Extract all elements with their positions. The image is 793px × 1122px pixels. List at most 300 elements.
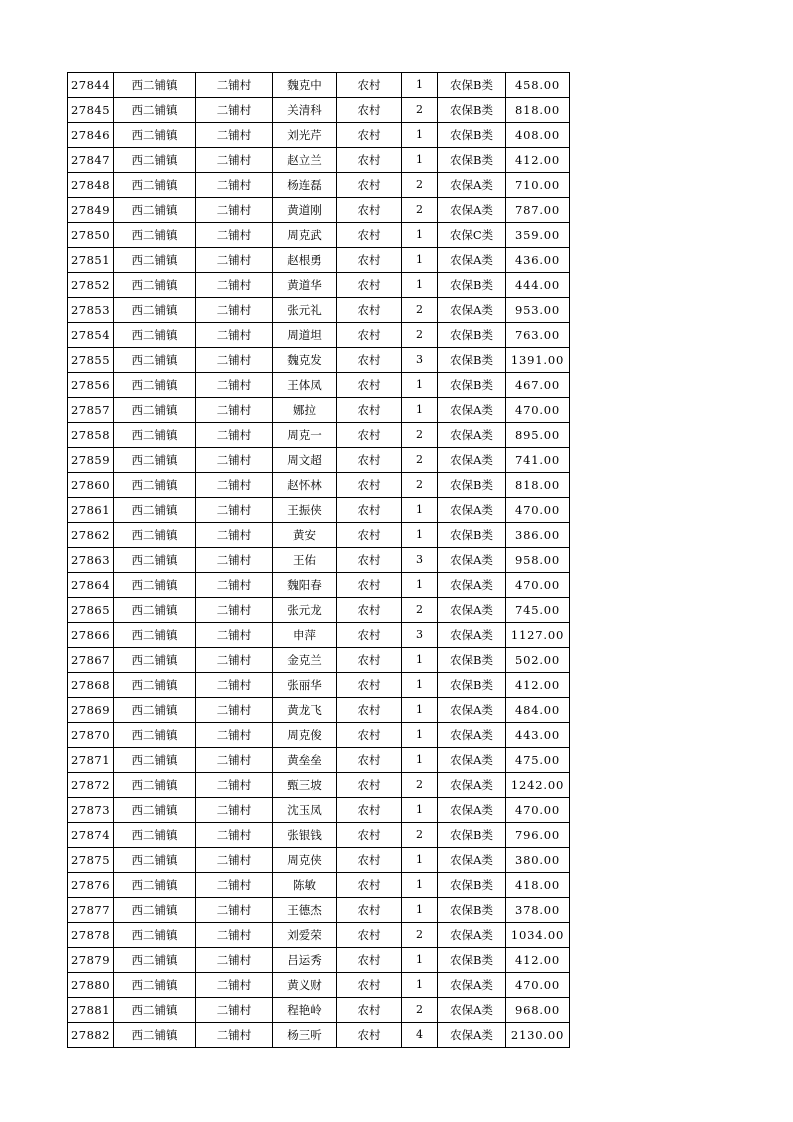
person-name-cell: 黄道华 (273, 273, 337, 298)
amount-cell: 1034.00 (506, 923, 570, 948)
amount-cell: 467.00 (506, 373, 570, 398)
person-name-cell: 申萍 (273, 623, 337, 648)
person-name-cell: 周道坦 (273, 323, 337, 348)
village-cell: 二铺村 (196, 273, 273, 298)
record-id-cell: 27854 (68, 323, 114, 348)
amount-cell: 818.00 (506, 98, 570, 123)
amount-cell: 958.00 (506, 548, 570, 573)
town-cell: 西二铺镇 (114, 673, 196, 698)
table-row (68, 748, 570, 773)
record-id-cell: 27850 (68, 223, 114, 248)
town-cell: 西二铺镇 (114, 298, 196, 323)
person-name-cell: 娜拉 (273, 398, 337, 423)
household-type-cell: 农村 (337, 348, 402, 373)
household-type-cell: 农村 (337, 123, 402, 148)
insurance-category-cell: 农保B类 (438, 673, 506, 698)
person-name-cell: 王体凤 (273, 373, 337, 398)
household-type-cell: 农村 (337, 848, 402, 873)
insurance-category-cell: 农保C类 (438, 223, 506, 248)
person-name-cell: 魏阳春 (273, 573, 337, 598)
household-type-cell: 农村 (337, 748, 402, 773)
table-row (68, 898, 570, 923)
insurance-category-cell: 农保A类 (438, 248, 506, 273)
record-id-cell: 27880 (68, 973, 114, 998)
amount-cell: 470.00 (506, 573, 570, 598)
town-cell: 西二铺镇 (114, 123, 196, 148)
member-count-cell: 2 (402, 598, 438, 623)
village-cell: 二铺村 (196, 873, 273, 898)
amount-cell: 359.00 (506, 223, 570, 248)
amount-cell: 378.00 (506, 898, 570, 923)
village-cell: 二铺村 (196, 448, 273, 473)
table-row (68, 373, 570, 398)
insurance-category-cell: 农保A类 (438, 448, 506, 473)
table-row (68, 848, 570, 873)
record-id-cell: 27865 (68, 598, 114, 623)
village-cell: 二铺村 (196, 823, 273, 848)
village-cell: 二铺村 (196, 223, 273, 248)
town-cell: 西二铺镇 (114, 548, 196, 573)
table-row (68, 473, 570, 498)
table-row (68, 73, 570, 98)
town-cell: 西二铺镇 (114, 73, 196, 98)
village-cell: 二铺村 (196, 923, 273, 948)
village-cell: 二铺村 (196, 148, 273, 173)
table-row (68, 673, 570, 698)
table-row (68, 348, 570, 373)
record-id-cell: 27866 (68, 623, 114, 648)
person-name-cell: 张丽华 (273, 673, 337, 698)
record-id-cell: 27852 (68, 273, 114, 298)
household-type-cell: 农村 (337, 798, 402, 823)
town-cell: 西二铺镇 (114, 323, 196, 348)
village-cell: 二铺村 (196, 598, 273, 623)
town-cell: 西二铺镇 (114, 373, 196, 398)
insurance-category-cell: 农保B类 (438, 373, 506, 398)
insurance-category-cell: 农保B类 (438, 73, 506, 98)
village-cell: 二铺村 (196, 523, 273, 548)
record-id-cell: 27872 (68, 773, 114, 798)
record-id-cell: 27846 (68, 123, 114, 148)
table-row (68, 773, 570, 798)
person-name-cell: 张银钱 (273, 823, 337, 848)
table-row (68, 923, 570, 948)
household-type-cell: 农村 (337, 248, 402, 273)
table-row (68, 548, 570, 573)
insurance-category-cell: 农保A类 (438, 848, 506, 873)
household-type-cell: 农村 (337, 148, 402, 173)
town-cell: 西二铺镇 (114, 573, 196, 598)
amount-cell: 458.00 (506, 73, 570, 98)
record-id-cell: 27847 (68, 148, 114, 173)
member-count-cell: 3 (402, 623, 438, 648)
table-row (68, 98, 570, 123)
person-name-cell: 张元龙 (273, 598, 337, 623)
insurance-category-cell: 农保A类 (438, 498, 506, 523)
table-row (68, 573, 570, 598)
insurance-category-cell: 农保A类 (438, 1023, 506, 1048)
person-name-cell: 赵立兰 (273, 148, 337, 173)
member-count-cell: 2 (402, 448, 438, 473)
insurance-category-cell: 农保A类 (438, 773, 506, 798)
amount-cell: 408.00 (506, 123, 570, 148)
village-cell: 二铺村 (196, 123, 273, 148)
member-count-cell: 1 (402, 798, 438, 823)
member-count-cell: 2 (402, 423, 438, 448)
town-cell: 西二铺镇 (114, 998, 196, 1023)
person-name-cell: 王德杰 (273, 898, 337, 923)
member-count-cell: 1 (402, 148, 438, 173)
table-row (68, 148, 570, 173)
village-cell: 二铺村 (196, 423, 273, 448)
insurance-category-cell: 农保A类 (438, 548, 506, 573)
insurance-category-cell: 农保A类 (438, 398, 506, 423)
member-count-cell: 2 (402, 923, 438, 948)
insurance-category-cell: 农保A类 (438, 798, 506, 823)
insurance-category-cell: 农保B类 (438, 523, 506, 548)
amount-cell: 710.00 (506, 173, 570, 198)
table-row (68, 698, 570, 723)
household-type-cell: 农村 (337, 998, 402, 1023)
member-count-cell: 1 (402, 748, 438, 773)
amount-cell: 2130.00 (506, 1023, 570, 1048)
household-type-cell: 农村 (337, 973, 402, 998)
household-type-cell: 农村 (337, 548, 402, 573)
household-type-cell: 农村 (337, 723, 402, 748)
town-cell: 西二铺镇 (114, 1023, 196, 1048)
village-cell: 二铺村 (196, 198, 273, 223)
member-count-cell: 1 (402, 498, 438, 523)
town-cell: 西二铺镇 (114, 448, 196, 473)
record-id-cell: 27864 (68, 573, 114, 598)
insurance-category-cell: 农保B类 (438, 273, 506, 298)
household-type-cell: 农村 (337, 898, 402, 923)
person-name-cell: 周克俊 (273, 723, 337, 748)
member-count-cell: 1 (402, 948, 438, 973)
record-id-cell: 27844 (68, 73, 114, 98)
record-id-cell: 27858 (68, 423, 114, 448)
table-row (68, 823, 570, 848)
record-id-cell: 27875 (68, 848, 114, 873)
member-count-cell: 1 (402, 673, 438, 698)
amount-cell: 1391.00 (506, 348, 570, 373)
village-cell: 二铺村 (196, 773, 273, 798)
table-row (68, 298, 570, 323)
village-cell: 二铺村 (196, 398, 273, 423)
amount-cell: 380.00 (506, 848, 570, 873)
table-row (68, 198, 570, 223)
insurance-category-cell: 农保A类 (438, 423, 506, 448)
member-count-cell: 1 (402, 73, 438, 98)
household-type-cell: 农村 (337, 948, 402, 973)
village-cell: 二铺村 (196, 998, 273, 1023)
record-id-cell: 27874 (68, 823, 114, 848)
record-id-cell: 27878 (68, 923, 114, 948)
amount-cell: 763.00 (506, 323, 570, 348)
town-cell: 西二铺镇 (114, 923, 196, 948)
village-cell: 二铺村 (196, 673, 273, 698)
record-id-cell: 27851 (68, 248, 114, 273)
member-count-cell: 2 (402, 823, 438, 848)
member-count-cell: 4 (402, 1023, 438, 1048)
member-count-cell: 1 (402, 723, 438, 748)
record-id-cell: 27845 (68, 98, 114, 123)
village-cell: 二铺村 (196, 248, 273, 273)
household-type-cell: 农村 (337, 423, 402, 448)
person-name-cell: 刘爱荣 (273, 923, 337, 948)
record-id-cell: 27876 (68, 873, 114, 898)
person-name-cell: 周文超 (273, 448, 337, 473)
town-cell: 西二铺镇 (114, 798, 196, 823)
insurance-category-cell: 农保A类 (438, 923, 506, 948)
town-cell: 西二铺镇 (114, 223, 196, 248)
member-count-cell: 1 (402, 898, 438, 923)
table-row (68, 723, 570, 748)
table-row (68, 973, 570, 998)
household-type-cell: 农村 (337, 698, 402, 723)
household-type-cell: 农村 (337, 198, 402, 223)
village-cell: 二铺村 (196, 848, 273, 873)
person-name-cell: 关清科 (273, 98, 337, 123)
household-type-cell: 农村 (337, 923, 402, 948)
amount-cell: 470.00 (506, 798, 570, 823)
record-id-cell: 27861 (68, 498, 114, 523)
amount-cell: 470.00 (506, 973, 570, 998)
member-count-cell: 1 (402, 398, 438, 423)
household-type-cell: 农村 (337, 1023, 402, 1048)
member-count-cell: 1 (402, 273, 438, 298)
insurance-category-cell: 农保B类 (438, 473, 506, 498)
household-type-cell: 农村 (337, 573, 402, 598)
town-cell: 西二铺镇 (114, 598, 196, 623)
amount-cell: 1242.00 (506, 773, 570, 798)
town-cell: 西二铺镇 (114, 98, 196, 123)
town-cell: 西二铺镇 (114, 698, 196, 723)
village-cell: 二铺村 (196, 323, 273, 348)
record-id-cell: 27856 (68, 373, 114, 398)
household-type-cell: 农村 (337, 648, 402, 673)
insurance-category-cell: 农保A类 (438, 198, 506, 223)
amount-cell: 818.00 (506, 473, 570, 498)
record-id-cell: 27857 (68, 398, 114, 423)
member-count-cell: 1 (402, 123, 438, 148)
town-cell: 西二铺镇 (114, 198, 196, 223)
amount-cell: 418.00 (506, 873, 570, 898)
amount-cell: 741.00 (506, 448, 570, 473)
town-cell: 西二铺镇 (114, 248, 196, 273)
member-count-cell: 1 (402, 973, 438, 998)
village-cell: 二铺村 (196, 73, 273, 98)
amount-cell: 444.00 (506, 273, 570, 298)
record-id-cell: 27868 (68, 673, 114, 698)
village-cell: 二铺村 (196, 548, 273, 573)
amount-cell: 470.00 (506, 498, 570, 523)
amount-cell: 502.00 (506, 648, 570, 673)
table-row (68, 523, 570, 548)
household-type-cell: 农村 (337, 773, 402, 798)
amount-cell: 412.00 (506, 673, 570, 698)
town-cell: 西二铺镇 (114, 948, 196, 973)
insurance-category-cell: 农保B类 (438, 323, 506, 348)
table-row (68, 423, 570, 448)
insurance-category-cell: 农保B类 (438, 648, 506, 673)
member-count-cell: 1 (402, 873, 438, 898)
household-type-cell: 农村 (337, 523, 402, 548)
insurance-category-cell: 农保B类 (438, 348, 506, 373)
town-cell: 西二铺镇 (114, 898, 196, 923)
amount-cell: 787.00 (506, 198, 570, 223)
person-name-cell: 杨三听 (273, 1023, 337, 1048)
member-count-cell: 1 (402, 248, 438, 273)
table-row (68, 648, 570, 673)
person-name-cell: 周克一 (273, 423, 337, 448)
village-cell: 二铺村 (196, 948, 273, 973)
person-name-cell: 黄龙飞 (273, 698, 337, 723)
insurance-category-cell: 农保A类 (438, 298, 506, 323)
town-cell: 西二铺镇 (114, 773, 196, 798)
person-name-cell: 王振侠 (273, 498, 337, 523)
household-type-cell: 农村 (337, 373, 402, 398)
amount-cell: 386.00 (506, 523, 570, 548)
village-cell: 二铺村 (196, 798, 273, 823)
amount-cell: 470.00 (506, 398, 570, 423)
village-cell: 二铺村 (196, 898, 273, 923)
member-count-cell: 1 (402, 523, 438, 548)
table-row (68, 1023, 570, 1048)
insurance-category-cell: 农保B类 (438, 948, 506, 973)
town-cell: 西二铺镇 (114, 648, 196, 673)
village-cell: 二铺村 (196, 623, 273, 648)
table-row (68, 323, 570, 348)
record-id-cell: 27855 (68, 348, 114, 373)
town-cell: 西二铺镇 (114, 398, 196, 423)
town-cell: 西二铺镇 (114, 823, 196, 848)
table-row (68, 223, 570, 248)
household-type-cell: 农村 (337, 448, 402, 473)
town-cell: 西二铺镇 (114, 498, 196, 523)
household-type-cell: 农村 (337, 323, 402, 348)
insurance-category-cell: 农保B类 (438, 873, 506, 898)
person-name-cell: 黄垒垒 (273, 748, 337, 773)
village-cell: 二铺村 (196, 1023, 273, 1048)
town-cell: 西二铺镇 (114, 748, 196, 773)
record-id-cell: 27877 (68, 898, 114, 923)
village-cell: 二铺村 (196, 373, 273, 398)
member-count-cell: 1 (402, 848, 438, 873)
village-cell: 二铺村 (196, 723, 273, 748)
record-id-cell: 27863 (68, 548, 114, 573)
person-name-cell: 黄道刚 (273, 198, 337, 223)
village-cell: 二铺村 (196, 573, 273, 598)
insurance-category-cell: 农保A类 (438, 998, 506, 1023)
household-type-cell: 农村 (337, 598, 402, 623)
record-id-cell: 27879 (68, 948, 114, 973)
person-name-cell: 沈玉凤 (273, 798, 337, 823)
member-count-cell: 1 (402, 373, 438, 398)
member-count-cell: 2 (402, 998, 438, 1023)
member-count-cell: 3 (402, 348, 438, 373)
table-row (68, 398, 570, 423)
table-row (68, 248, 570, 273)
person-name-cell: 陈敏 (273, 873, 337, 898)
insurance-category-cell: 农保A类 (438, 973, 506, 998)
amount-cell: 412.00 (506, 148, 570, 173)
person-name-cell: 刘光芹 (273, 123, 337, 148)
town-cell: 西二铺镇 (114, 848, 196, 873)
village-cell: 二铺村 (196, 498, 273, 523)
person-name-cell: 金克兰 (273, 648, 337, 673)
town-cell: 西二铺镇 (114, 423, 196, 448)
amount-cell: 1127.00 (506, 623, 570, 648)
member-count-cell: 2 (402, 773, 438, 798)
insurance-category-cell: 农保B类 (438, 123, 506, 148)
household-type-cell: 农村 (337, 273, 402, 298)
member-count-cell: 2 (402, 298, 438, 323)
insurance-category-cell: 农保B类 (438, 898, 506, 923)
person-name-cell: 魏克发 (273, 348, 337, 373)
table-row (68, 498, 570, 523)
village-cell: 二铺村 (196, 648, 273, 673)
member-count-cell: 1 (402, 648, 438, 673)
amount-cell: 436.00 (506, 248, 570, 273)
amount-cell: 745.00 (506, 598, 570, 623)
amount-cell: 412.00 (506, 948, 570, 973)
village-cell: 二铺村 (196, 173, 273, 198)
person-name-cell: 张元礼 (273, 298, 337, 323)
town-cell: 西二铺镇 (114, 873, 196, 898)
person-name-cell: 赵怀林 (273, 473, 337, 498)
table-row (68, 948, 570, 973)
table-row (68, 273, 570, 298)
household-type-cell: 农村 (337, 823, 402, 848)
member-count-cell: 1 (402, 573, 438, 598)
member-count-cell: 2 (402, 198, 438, 223)
village-cell: 二铺村 (196, 973, 273, 998)
insurance-category-cell: 农保B类 (438, 823, 506, 848)
town-cell: 西二铺镇 (114, 723, 196, 748)
amount-cell: 968.00 (506, 998, 570, 1023)
village-cell: 二铺村 (196, 698, 273, 723)
person-name-cell: 王佑 (273, 548, 337, 573)
record-id-cell: 27867 (68, 648, 114, 673)
person-name-cell: 杨连磊 (273, 173, 337, 198)
household-type-cell: 农村 (337, 623, 402, 648)
village-cell: 二铺村 (196, 348, 273, 373)
town-cell: 西二铺镇 (114, 523, 196, 548)
table-row (68, 173, 570, 198)
village-cell: 二铺村 (196, 98, 273, 123)
insurance-category-cell: 农保A类 (438, 698, 506, 723)
record-id-cell: 27849 (68, 198, 114, 223)
member-count-cell: 2 (402, 473, 438, 498)
household-type-cell: 农村 (337, 473, 402, 498)
insurance-category-cell: 农保B类 (438, 98, 506, 123)
table-row (68, 623, 570, 648)
household-type-cell: 农村 (337, 398, 402, 423)
record-id-cell: 27848 (68, 173, 114, 198)
person-name-cell: 黄安 (273, 523, 337, 548)
person-name-cell: 周克侠 (273, 848, 337, 873)
amount-cell: 475.00 (506, 748, 570, 773)
household-type-cell: 农村 (337, 98, 402, 123)
records-table-body (68, 73, 570, 1048)
records-table (67, 72, 570, 1048)
household-type-cell: 农村 (337, 298, 402, 323)
table-row (68, 998, 570, 1023)
person-name-cell: 吕运秀 (273, 948, 337, 973)
insurance-category-cell: 农保A类 (438, 723, 506, 748)
amount-cell: 484.00 (506, 698, 570, 723)
